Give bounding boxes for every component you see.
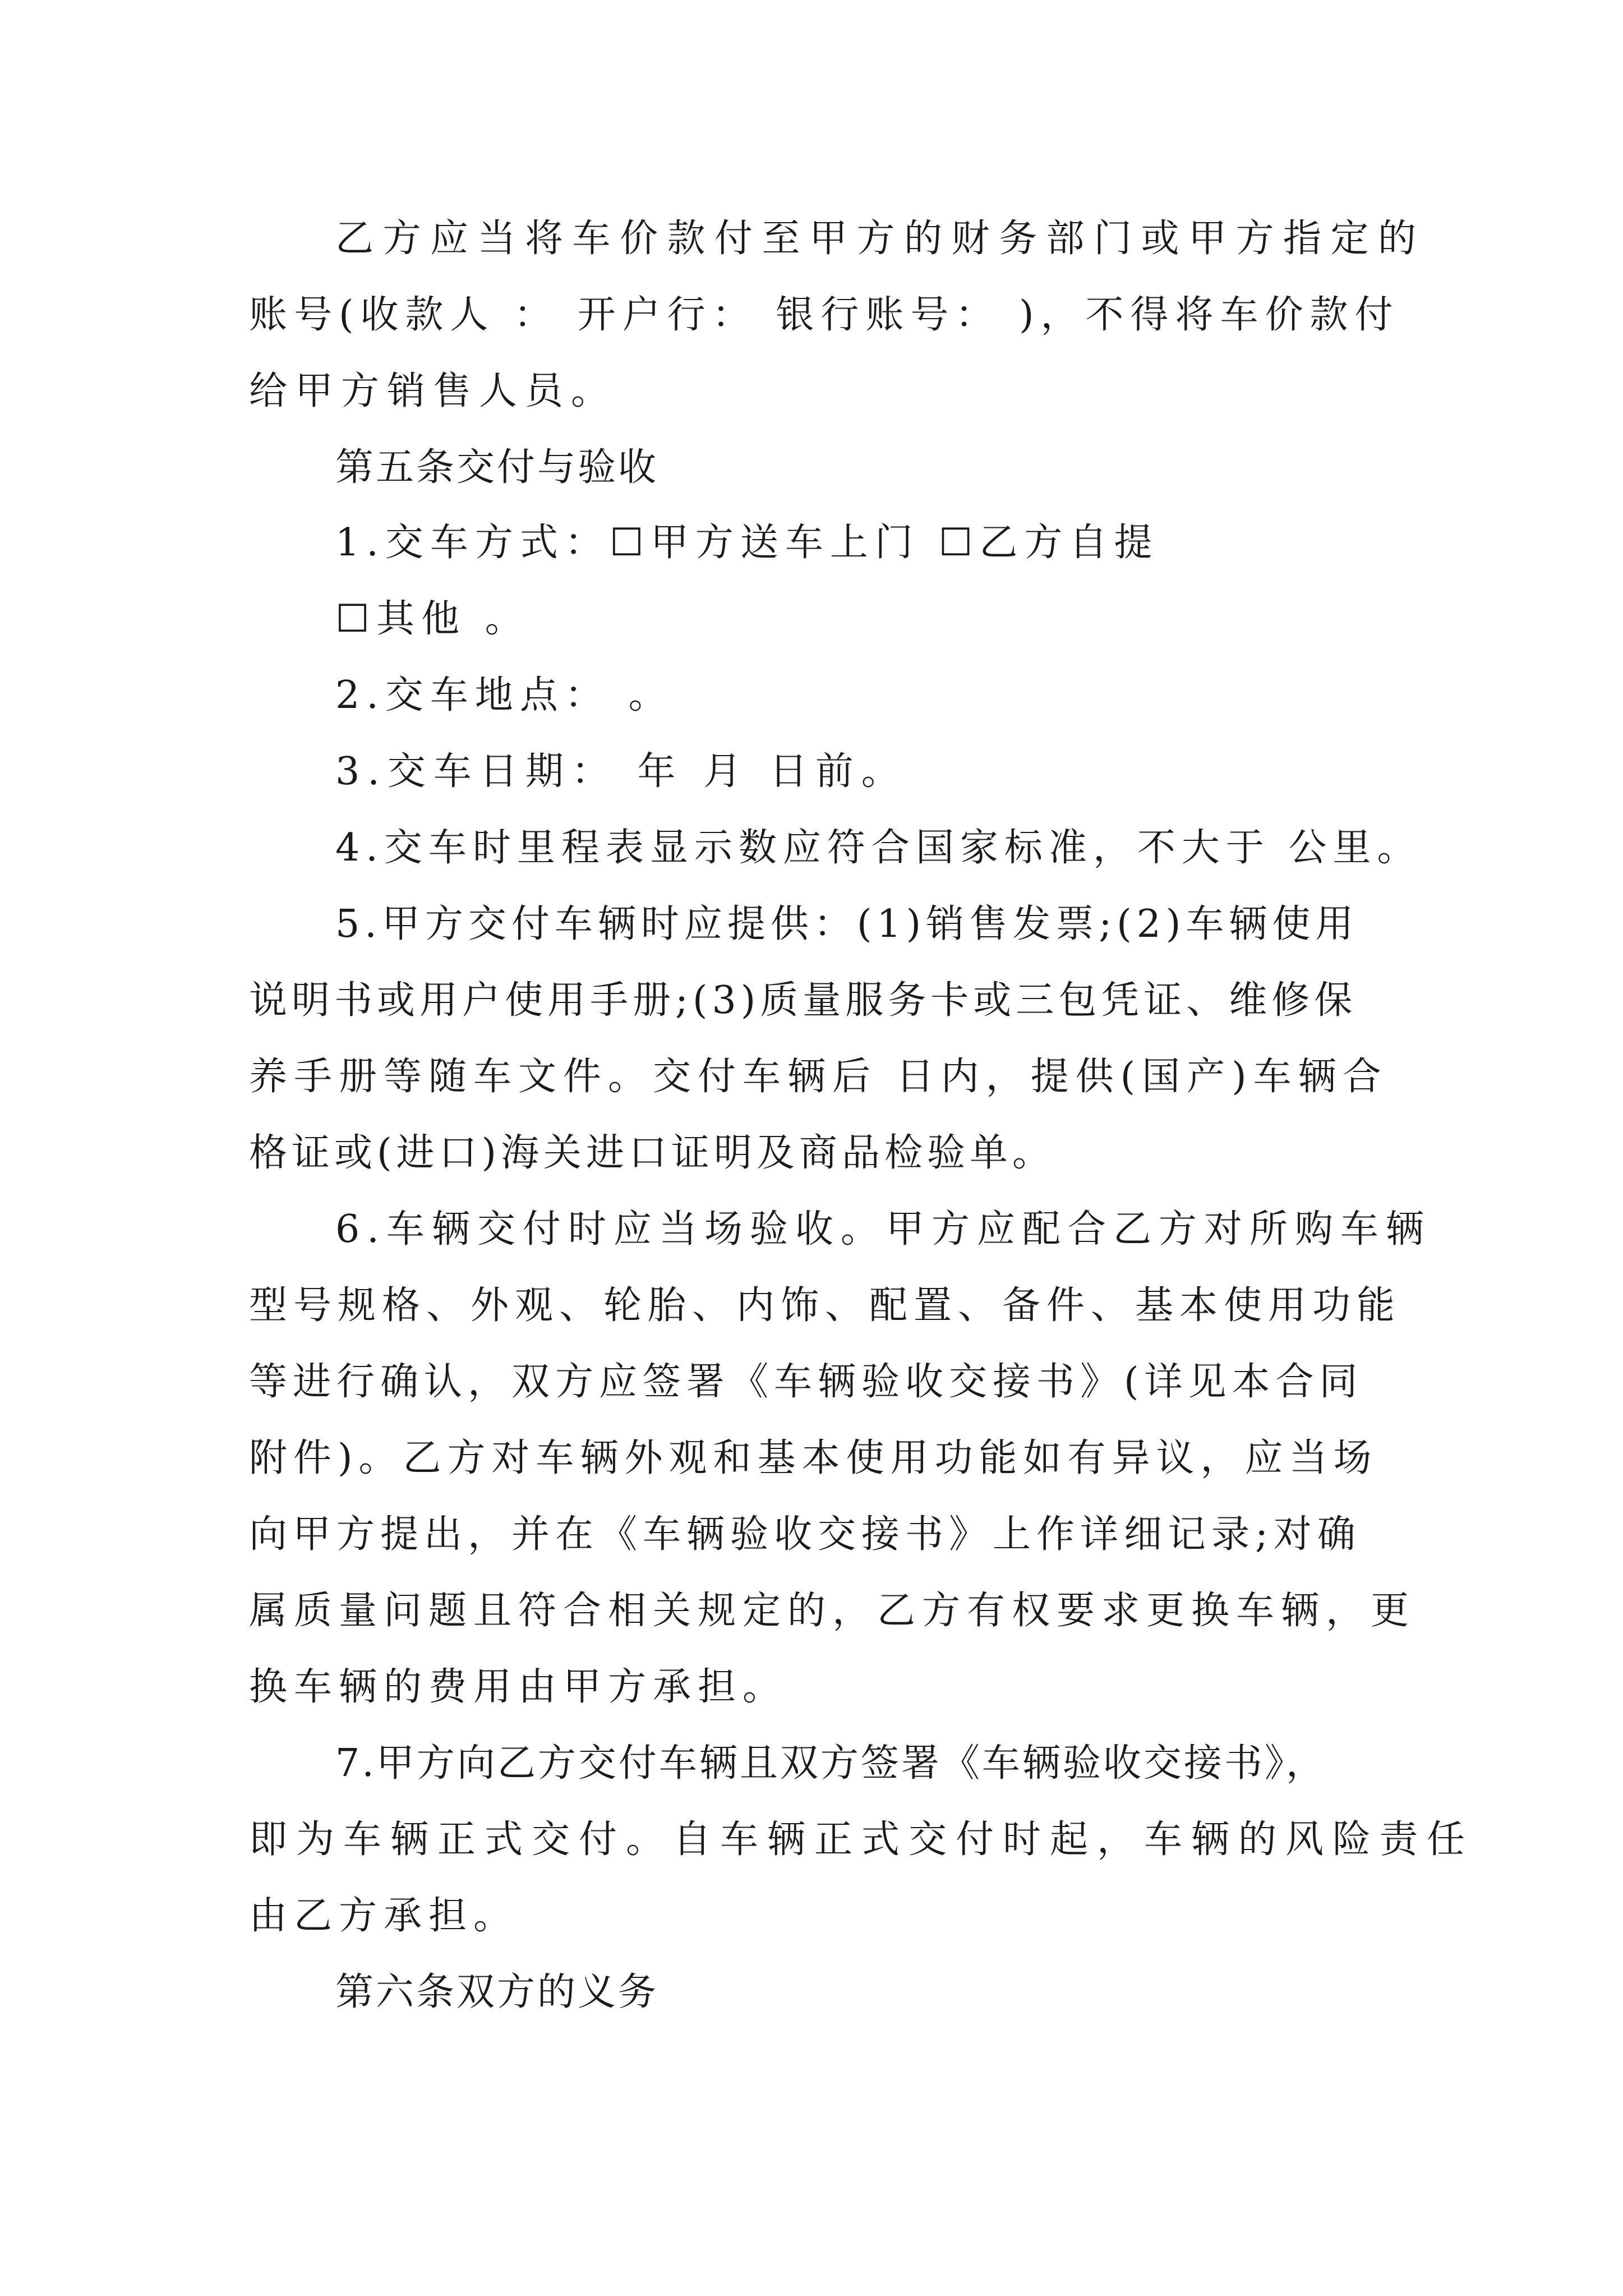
paragraph-line: 等进行确认，双方应签署《车辆验收交接书》(详见本合同 (249, 1360, 1363, 1404)
list-item: 1.交车方式：☐甲方送车上门 ☐乙方自提 (335, 521, 1159, 565)
paragraph-line: 养手册等随车文件。交付车辆后 日内，提供(国产)车辆合 (249, 1055, 1388, 1099)
section-heading: 第五条交付与验收 (335, 445, 659, 490)
paragraph-line: 由乙方承担。 (249, 1894, 519, 1938)
paragraph-line: 乙方应当将车价款付至甲方的财务部门或甲方指定的 (335, 217, 1426, 261)
paragraph-line: 附件)。乙方对车辆外观和基本使用功能如有异议，应当场 (249, 1436, 1378, 1480)
paragraph-line: 即为车辆正式交付。自车辆正式交付时起，车辆的风险责任 (249, 1818, 1474, 1862)
section-heading: 第六条双方的义务 (335, 1970, 659, 2014)
list-item-continuation: ☐其他 。 (335, 597, 530, 641)
paragraph-line: 属质量问题且符合相关规定的，乙方有权要求更换车辆，更 (249, 1589, 1416, 1633)
paragraph-line: 说明书或用户使用手册;(3)质量服务卡或三包凭证、维修保 (249, 978, 1357, 1023)
list-item: 6.车辆交付时应当场验收。甲方应配合乙方对所购车辆 (335, 1207, 1431, 1251)
paragraph-line: 向甲方提出，并在《车辆验收交接书》上作详细记录;对确 (249, 1512, 1361, 1557)
list-item: 5.甲方交付车辆时应提供：(1)销售发票;(2)车辆使用 (335, 902, 1359, 946)
list-item: 2.交车地点： 。 (335, 673, 674, 717)
list-item: 4.交车时里程表显示数应符合国家标准，不大于 公里。 (335, 826, 1422, 870)
paragraph-line: 给甲方销售人员。 (249, 369, 617, 413)
list-item: 7.甲方向乙方交付车辆且双方签署《车辆验收交接书》， (335, 1741, 1326, 1786)
paragraph-line: 换车辆的费用由甲方承担。 (249, 1665, 788, 1709)
list-item: 3.交车日期： 年 月 日前。 (335, 749, 907, 794)
paragraph-line: 账号(收款人 ： 开户行： 银行账号： )，不得将车价款付 (249, 293, 1400, 337)
paragraph-line: 型号规格、外观、轮胎、内饰、配置、备件、基本使用功能 (249, 1283, 1401, 1328)
paragraph-line: 格证或(进口)海关进口证明及商品检验单。 (249, 1131, 1055, 1175)
